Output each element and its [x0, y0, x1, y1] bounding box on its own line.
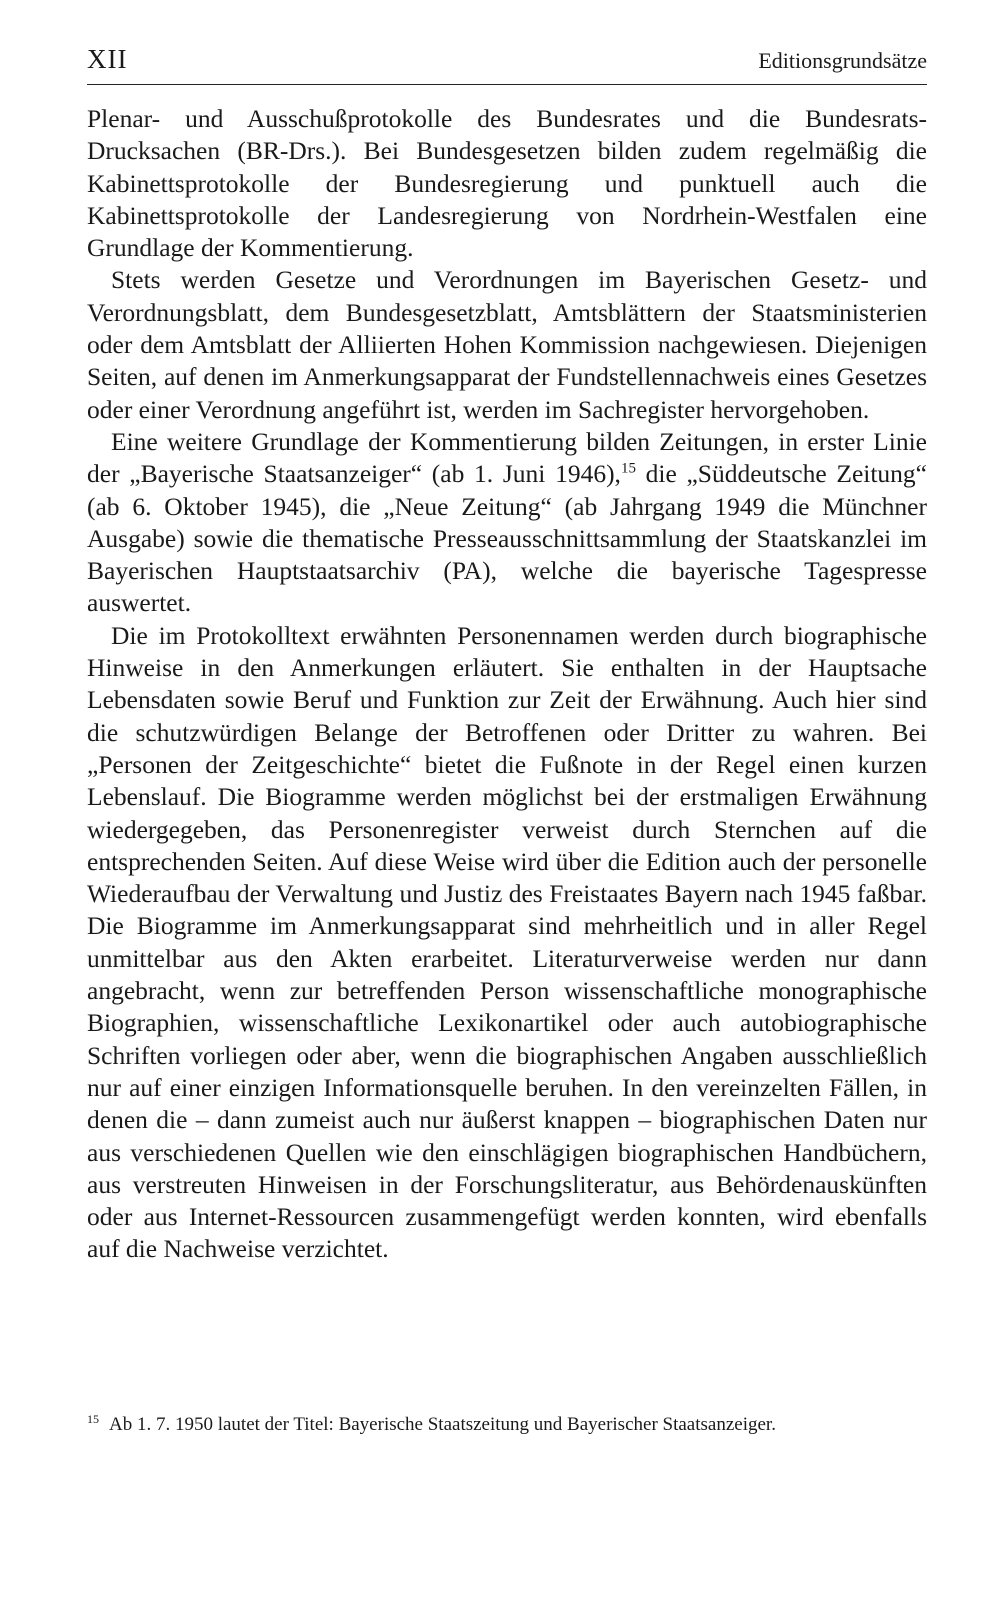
- body-text: [87, 103, 927, 1266]
- paragraph: Die im Protokolltext erwähnten Personennamen werden durch biographische Hinweise in den Anmerkungen erläutert. Sie enthalten in der Hauptsache Lebensdaten sowie Beruf und Funktion zur Zeit der Erwähnung. Auch hier sind die schutzwürdigen Belange der Betroffenen oder Dritter zu wahren. Bei „Personen der Zeitgeschichte“ bietet die Fußnote in der Regel einen kurzen Lebenslauf. Die Biogramme werden möglichst bei der erstmaligen Erwähnung wiedergegeben, das Personenregister verweist durch Sternchen auf die entsprechenden Seiten. Auf diese Weise wird über die Edition auch der personelle Wiederaufbau der Verwaltung und Justiz des Freistaates Bayern nach 1945 faßbar. Die Biogramme im Anmerkungsapparat sind mehrheitlich und in aller Regel unmittelbar aus den Akten erarbeitet. Literaturverweise werden nur dann angebracht, wenn zur betreffenden Person wissenschaftliche monographische Biographien, wissenschaftliche Lexikonartikel oder auch autobiographische Schriften vorliegen oder aber, wenn die biographischen Angaben ausschließlich nur auf einer einzigen Informationsquelle beruhen. In den vereinzelten Fällen, in denen die – dann zumeist auch nur äußerst knappen – biographischen Daten nur aus verschiedenen Quellen wie den einschlägigen biographischen Handbüchern, aus verstreuten Hinweisen in der Forschungsliteratur, aus Behördenauskünften oder aus Internet-Ressourcen zusammengefügt werden konnten, wird ebenfalls auf die Nachweise verzichtet.: [87, 620, 927, 1264]
- paragraph: [87, 426, 927, 620]
- paragraph: Stets werden Gesetze und Verordnungen im Bayerischen Gesetz- und Verordnungsblatt, dem Bundesgesetzblatt, Amtsblättern der Staatsministerien oder dem Amtsblatt der Alliierten Hohen Kommission nachgewiesen. Diejenigen Seiten, auf denen im Anmerkungsapparat der Fundstellennachweis eines Gesetzes oder einer Verordnung angeführt ist, werden im Sachregister hervorgehoben.: [87, 265, 927, 424]
- paragraph-text: Eine weitere Grundlage der Kommentierung bilden Zeitungen, in erster Linie der „Bayerische Staatsanzeiger“ (ab 1. Juni 1946),: [87, 426, 927, 489]
- footnote: [87, 1413, 927, 1437]
- page-number: XII: [87, 44, 128, 74]
- paragraph: Plenar- und Ausschußprotokolle des Bundesrates und die Bundesrats-Drucksachen (BR-Drs.). Bei Bundesgesetzen bilden zudem regelmäßig die Kabinettsprotokolle der Bundesregierung und punktuell auch die Kabinettsprotokolle der Landesregierung von Nordrhein-Westfalen eine Grundlage der Kommentierung.: [87, 104, 927, 263]
- running-head: [87, 44, 927, 85]
- section-title: Editionsgrundsätze: [758, 48, 927, 73]
- footnote-reference: 15: [620, 460, 636, 477]
- paragraph-text: die „Süddeutsche Zeitung“ (ab 6. Oktober 1945), die „Neue Zeitung“ (ab Jahrgang 1949 die Münchner Ausgabe) sowie die thematische Presseausschnittsammlung der Staatskanzlei im Bayerischen Hauptstaatsarchiv (PA), welche die bayerische Tagespresse auswertet.: [87, 459, 928, 618]
- footnote-text: Ab 1. 7. 1950 lautet der Titel: Bayerische Staatszeitung und Bayerischer Staatsanzeiger.: [109, 1414, 776, 1435]
- footnote-number: 15: [87, 1411, 99, 1426]
